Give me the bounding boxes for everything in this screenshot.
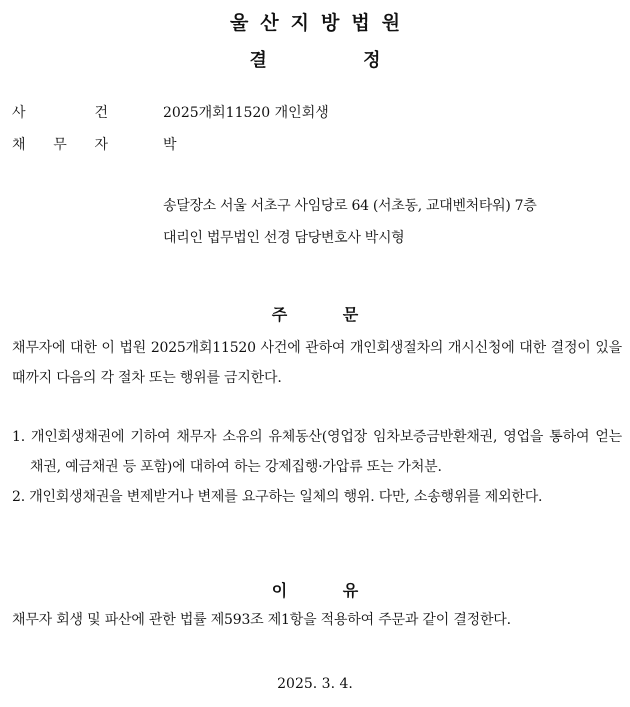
order-item-1: 1. 개인회생채권에 기하여 채무자 소유의 유체동산(영업장 임차보증금반환채권, 영업을 통하여 얻는 채권, 예금채권 등 포함)에 대하여 하는 강제집행·가압류 또는 가처분. — [12, 429, 622, 475]
legal-representative: 대리인 법무법인 선경 담당변호사 박시형 — [163, 230, 405, 246]
order-intro-text: 채무자에 대한 이 법원 2025개회11520 사건에 관하여 개인회생절차의 개시신청에 대한 결정이 있을 때까지 다음의 각 절차 또는 행위를 금지한다. — [12, 340, 622, 386]
document-type-title: 결 정 — [249, 50, 381, 71]
court-name: 울산지방법원 — [229, 12, 413, 34]
service-address: 송달장소 서울 서초구 사임당로 64 (서초동, 교대벤처타워) 7층 — [163, 198, 537, 214]
order-heading: 주 문 — [271, 305, 359, 324]
reason-text: 채무자 회생 및 파산에 관한 법률 제593조 제1항을 적용하여 주문과 같이 결정한다. — [12, 612, 511, 628]
debtor-label: 채 무 자 — [12, 137, 108, 153]
order-item-2: 2. 개인회생채권을 변제받거나 변제를 요구하는 일체의 행위. 다만, 소송행위를 제외한다. — [12, 489, 543, 505]
case-number: 2025개회11520 개인회생 — [163, 105, 329, 121]
reason-heading: 이 유 — [271, 581, 359, 600]
decision-date: 2025. 3. 4. — [277, 676, 353, 692]
debtor-name: 박 — [163, 137, 177, 153]
case-label: 사 건 — [12, 105, 108, 121]
